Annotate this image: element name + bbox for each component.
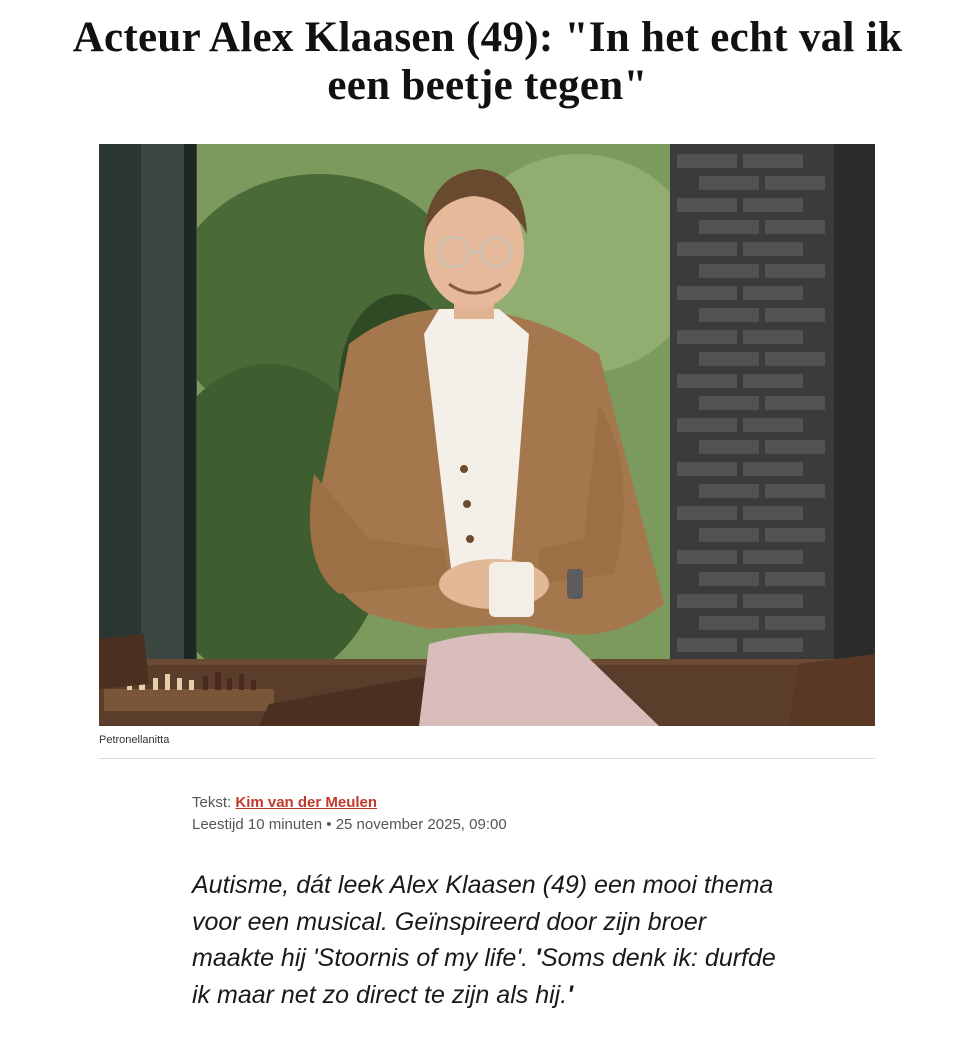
meta-separator: •	[326, 816, 332, 833]
reading-time: Leestijd 10 minuten	[192, 816, 323, 833]
article-title: Acteur Alex Klaasen (49): "In het echt val ik een beetje tegen"	[72, 14, 903, 109]
byline	[192, 792, 507, 836]
article-intro	[192, 867, 782, 1013]
quote-open-mark: '	[535, 944, 541, 972]
author-line	[192, 792, 507, 814]
photo-credit: Petronellanitta	[99, 734, 170, 746]
author-link[interactable]: Kim van der Meulen	[235, 794, 378, 811]
hero-image[interactable]	[99, 144, 875, 726]
intro-text: Autisme, dát leek Alex Klaasen (49) een mooi thema voor een musical. Geïnspireerd door zijn broer maakte hij 'Stoornis of my life'.	[192, 871, 774, 972]
publish-date: 25 november 2025, 09:00	[335, 816, 507, 833]
author-label: Tekst:	[192, 794, 232, 811]
intro-quote: Soms denk ik: durfde ik maar net zo direct te zijn als hij.	[192, 944, 776, 1009]
photo-illustration	[99, 144, 875, 726]
quote-close-mark: '	[567, 980, 574, 1009]
meta-line	[192, 814, 507, 836]
divider	[99, 758, 875, 759]
